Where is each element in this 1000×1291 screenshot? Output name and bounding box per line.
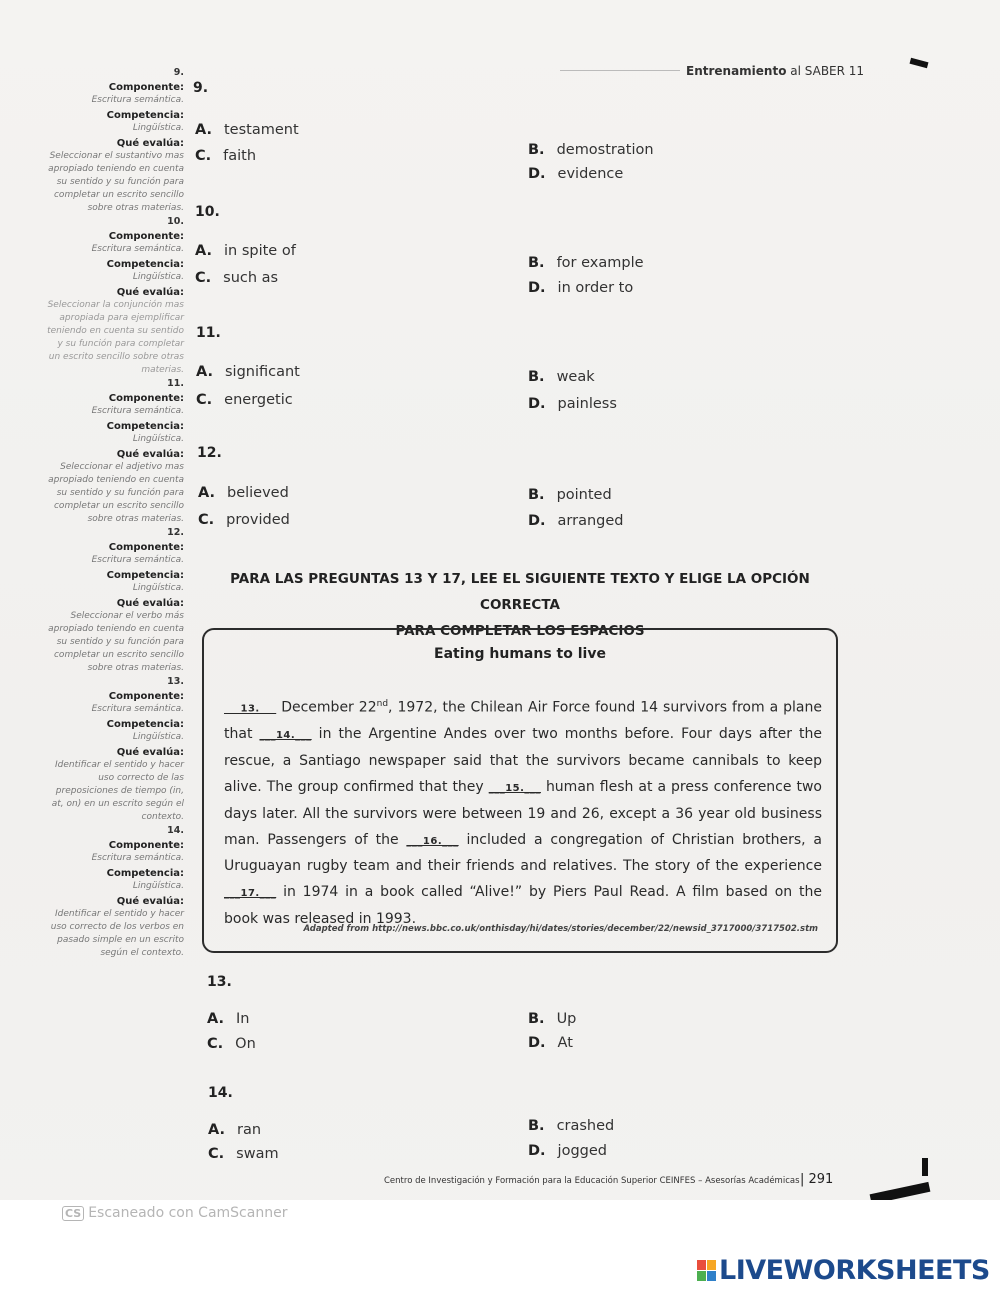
sidebar-number: 10. [167,216,184,227]
q13-option-d[interactable]: D. At [528,1035,573,1051]
sidebar-text: Seleccionar el adjetivo mas apropiado teniendo en cuenta su sentido y su función para completar un escrito sencillo sobre otras materias. [48,462,184,524]
sidebar-text: Lingüística. [132,272,184,282]
reading-passage-box [202,628,838,953]
q12-option-b[interactable]: B. pointed [528,487,612,503]
question-14-number: 14. [208,1085,233,1101]
sidebar-text: Identificar el sentido y hacer uso correcto de las preposiciones de tiempo (in, at, on) en un escrito según el contexto. [51,760,184,822]
q14-option-b[interactable]: B. crashed [528,1118,615,1134]
sidebar-text: Escritura semántica. [91,244,184,254]
sidebar-label: Competencia: [106,421,184,432]
sidebar-text: Lingüística. [132,583,184,593]
sidebar-label: Componente: [108,393,184,404]
blank-13[interactable]: ___13.___ [224,703,277,715]
sidebar-block [44,824,184,960]
q9-option-b[interactable]: B. demostration [528,142,654,158]
sidebar-block [44,526,184,675]
q9-option-c[interactable]: C. faith [195,148,257,164]
sidebar-label: Competencia: [106,570,184,581]
sidebar-block [44,215,184,377]
sidebar-text: Escritura semántica. [91,406,184,416]
sidebar-text: Lingüística. [132,732,184,742]
q13-option-c[interactable]: C. On [207,1036,256,1052]
q10-option-c[interactable]: C. such as [195,270,279,286]
sidebar-number: 14. [167,825,184,836]
q12-option-c[interactable]: C. provided [198,512,290,528]
logo-square [697,1271,706,1281]
sidebar-block [44,66,184,215]
blank-15[interactable]: ___15.___ [488,783,541,795]
sidebar-text: Escritura semántica. [91,853,184,863]
q13-option-b[interactable]: B. Up [528,1011,577,1027]
scan-artifact [910,58,929,68]
sidebar-label: Componente: [108,840,184,851]
logo-square [707,1260,716,1270]
q9-option-a[interactable]: A. testament [195,122,299,138]
q13-option-a[interactable]: A. In [207,1011,250,1027]
sidebar-block [44,377,184,526]
q14-option-a[interactable]: A. ran [208,1122,262,1138]
question-9-number: 9. [193,80,209,96]
sidebar-text: Seleccionar el verbo más apropiado teniendo en cuenta su sentido y su función para completar un escrito sencillo sobre otras materias. [48,611,184,673]
sidebar-text: Seleccionar el sustantivo mas apropiado teniendo en cuenta su sentido y su función para completar un escrito sencillo sobre otras materias. [48,151,184,213]
q12-option-d[interactable]: D. arranged [528,513,624,529]
page-number: | 291 [800,1172,834,1187]
sidebar-number: 11. [167,378,184,389]
sidebar-text: Escritura semántica. [91,555,184,565]
sidebar-label: Qué evalúa: [116,449,184,460]
sidebar-label: Competencia: [106,719,184,730]
question-13-number: 13. [207,974,232,990]
sidebar-text: Lingüística. [132,434,184,444]
blank-17[interactable]: ___17.___ [224,888,277,900]
sidebar-label: Competencia: [106,868,184,879]
sidebar-text: Seleccionar la conjunción mas apropiada para ejemplificar teniendo en cuenta su sentido y su función para completar un escrito sencillo sobre otras materias. [47,300,184,375]
sidebar-number: 12. [167,527,184,538]
q10-option-a[interactable]: A. in spite of [195,243,296,259]
q14-option-c[interactable]: C. swam [208,1146,279,1162]
sidebar-block [44,675,184,824]
q10-option-b[interactable]: B. for example [528,255,644,271]
sidebar-number: 13. [167,676,184,687]
sidebar-label: Qué evalúa: [116,138,184,149]
passage-text: ___13.___ December 22nd, 1972, the Chilean Air Force found 14 survivors from a plane that ___14.___ in the Argentine Andes over two months before. Four days after the rescue, a Santiago newspaper said that the survivors became cannibals to keep alive. The group confirmed that they ___15.___ human flesh at a press conference two days later. All the survivors were between 19 and 26, except a 36 year old business man. Passengers of the ___16.___ included a congregation of Christian brothers, a Uruguayan rugby team and their friends and relatives. The story of the experience ___17.___ in 1974 in a book called “Alive!” by Piers Paul Read. A film based on the book was released in 1993. [224,699,823,928]
scan-artifact [922,1158,928,1176]
sidebar-label: Qué evalúa: [116,896,184,907]
sidebar-label: Qué evalúa: [116,287,184,298]
q9-option-d[interactable]: D. evidence [528,166,624,182]
sidebar-label: Componente: [108,691,184,702]
sidebar-text: Lingüística. [132,123,184,133]
q14-option-d[interactable]: D. jogged [528,1143,607,1159]
q11-option-d[interactable]: D. painless [528,396,617,412]
sidebar-text: Identificar el sentido y hacer uso correcto de los verbos en pasado simple en un escrito según el contexto. [50,909,184,958]
q10-option-d[interactable]: D. in order to [528,280,634,296]
page-footer: Centro de Investigación y Formación para la Educación Superior CEINFES – Asesorías Académicas [384,1176,800,1186]
sidebar-notes [44,66,184,960]
page-header: Entrenamiento al SABER 11 [686,64,865,78]
camscanner-watermark: CS Escaneado con CamScanner [62,1205,287,1221]
sidebar-label: Competencia: [106,259,184,270]
question-10-number: 10. [195,204,220,220]
blank-16[interactable]: ___16.___ [406,835,459,847]
question-12-number: 12. [197,445,222,461]
q11-option-c[interactable]: C. energetic [196,392,293,408]
q11-option-a[interactable]: A. significant [196,364,300,380]
question-11-number: 11. [196,325,221,341]
sidebar-text: Escritura semántica. [91,704,184,714]
sidebar-text: Lingüística. [132,881,184,891]
sidebar-number: 9. [173,67,184,78]
header-rule [560,70,680,71]
q11-option-b[interactable]: B. weak [528,369,595,385]
logo-square [697,1260,706,1270]
passage-title: Eating humans to live [434,646,606,662]
blank-14[interactable]: ___14.___ [259,730,312,742]
passage-source: Adapted from http://news.bbc.co.uk/onthisday/hi/dates/stories/december/22/newsid_3717000/3717502.stm [303,924,818,934]
sidebar-label: Componente: [108,231,184,242]
sidebar-label: Componente: [108,542,184,553]
q12-option-a[interactable]: A. believed [198,485,289,501]
sidebar-label: Componente: [108,82,184,93]
sidebar-label: Qué evalúa: [116,598,184,609]
section-instructions: PARA LAS PREGUNTAS 13 Y 17, LEE EL SIGUIENTE TEXTO Y ELIGE LA OPCIÓN CORRECTA PARA COMPLETAR LOS ESPACIOS [230,571,810,639]
sidebar-label: Qué evalúa: [116,747,184,758]
liveworksheets-logo[interactable]: LIVEWORKSHEETS [697,1254,990,1286]
sidebar-text: Escritura semántica. [91,95,184,105]
sidebar-label: Competencia: [106,110,184,121]
liveworksheets-icon [697,1260,716,1281]
camscanner-logo-icon: CS [62,1206,84,1221]
logo-square [707,1271,716,1281]
